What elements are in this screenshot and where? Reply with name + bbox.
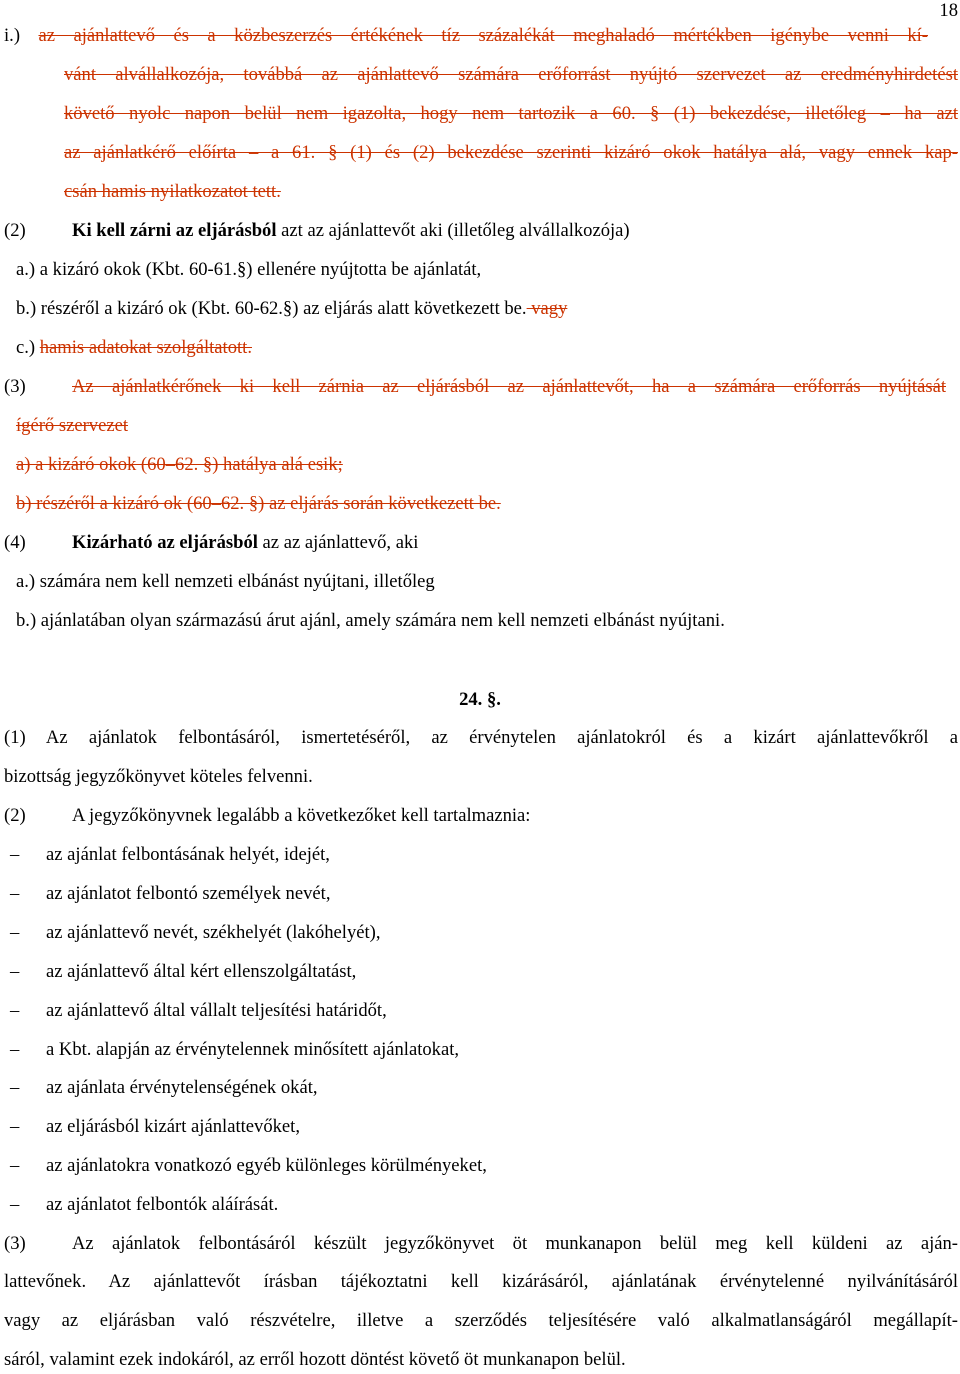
list-item-text: az eljárásból kizárt ajánlattevőket, [46,1116,300,1138]
para-3-line-3 [16,453,960,477]
s24-para-2-number: (2) [4,805,26,826]
list-item [10,960,960,984]
item-i-deleted-text-3: követő nyolc napon belül nem igazolta, hogy nem tartozik a 60. § (1) bekezdése, illetőleg – ha azt [64,103,958,124]
para-2-number: (2) [4,220,26,241]
s24-para-3-number: (3) [4,1233,26,1254]
s24-para-3-line-1 [4,1232,958,1256]
para-3-line-4 [16,492,960,516]
s24-para-1-line-1: (1) Az ajánlatok felbontásáról, ismertetéséről, az érvénytelen ajánlatokról és a kizárt ajánlattevőkről a [4,727,958,748]
list-item-text: az ajánlat felbontásának helyét, idejét, [46,844,330,865]
para-2-item-c-label: c.) [16,337,40,358]
dash-bullet: – [10,1038,20,1060]
item-i-deleted-text-2: vánt alvállalkozója, továbbá az ajánlattevő számára erőforrást nyújtó szervezet az eredményhirdetést [64,64,958,85]
dash-bullet: – [10,1077,20,1099]
s24-para-2-text: A jegyzőkönyvnek legalább a következőket kell tartalmaznia: [72,805,531,826]
para-4-heading [4,531,960,555]
para-3-deleted-text-4: b) részéről a kizáró ok (60–62. §) az eljárás során következett be. [16,493,501,514]
list-item-text: az ajánlatot felbontók aláírását. [46,1194,279,1216]
s24-para-3-line-2: lattevőnek. Az ajánlattevőt írásban tájékoztatni kell kizárásáról, ajánlatának érvénytelenné nyilvánításáról [4,1271,958,1292]
dash-bullet: – [10,882,20,904]
list-item [10,1038,960,1062]
list-item [10,1076,960,1100]
item-i-line-4 [64,141,958,165]
list-item-text: a Kbt. alapján az érvénytelennek minősített ajánlatokat, [46,1038,460,1060]
list-item [10,1115,960,1139]
para-3-line-1 [4,375,946,399]
para-2-bold: Ki kell zárni az eljárásból [72,220,277,241]
para-2-heading [4,219,960,243]
para-3-deleted-text-2: ígérő szervezet [16,415,129,436]
para-2-item-b [16,297,960,321]
dash-bullet: – [10,921,20,943]
list-item [10,921,960,945]
list-item [10,843,960,867]
para-3-number: (3) [4,376,26,397]
para-3-line-2 [16,414,960,438]
item-i-label: i.) [4,25,21,46]
list-item [10,882,960,906]
dash-bullet: – [10,1155,20,1177]
para-2-item-c-deleted: hamis adatokat szolgáltatott. [39,337,252,358]
para-4-item-a: a.) számára nem kell nemzeti elbánást nyújtani, illetőleg [16,571,435,592]
list-item-text: az ajánlattevő nevét, székhelyét (lakóhelyét), [46,921,381,943]
item-i-deleted-text-4: az ajánlatkérő előírta – a 61. § (1) és (2) bekezdése szerinti kizáró okok hatálya alá, vagy ennek kap- [64,142,958,163]
dash-bullet: – [10,1116,20,1138]
para-3-deleted-text-1: Az ajánlatkérőnek ki kell zárnia az eljárásból az ajánlattevőt, ha a számára erőforrás nyújtását [72,376,946,397]
dash-bullet: – [10,960,20,982]
item-i-line-5 [64,180,960,204]
s24-para-1-line-2: bizottság jegyzőkönyvet köteles felvenni. [4,766,313,787]
list-item [10,1193,960,1217]
list-item [10,1154,960,1178]
s24-para-3-line-4: sáról, valamint ezek indokáról, az erről hozott döntést követő öt munkanapon belül. [4,1349,626,1370]
para-4-number: (4) [4,532,26,553]
list-item-text: az ajánlatokra vonatkozó egyéb különleges körülményeket, [46,1155,487,1177]
list-item-text: az ajánlatot felbontó személyek nevét, [46,882,331,904]
s24-para-3-line-3: vagy az eljárásban való részvételre, illetve a szerződés teljesítésére való alkalmatlanságáról megállapít- [4,1310,958,1331]
list-item-text: az ajánlattevő által vállalt teljesítési határidőt, [46,999,387,1021]
para-2-item-a: a.) a kizáró okok (Kbt. 60-61.§) ellenére nyújtotta be ajánlatát, [16,259,482,280]
section-heading: 24. §. [459,689,501,710]
para-3-deleted-text-3: a) a kizáró okok (60–62. §) hatálya alá esik; [16,454,343,475]
dash-bullet: – [10,999,20,1021]
list-item [10,999,960,1023]
para-2-item-b-text: b.) részéről a kizáró ok (Kbt. 60-62.§) az eljárás alatt következett be. [16,298,527,319]
para-2-item-c [16,336,960,360]
para-2-text: azt az ajánlattevőt aki (illetőleg alvállalkozója) [276,220,630,241]
dash-bullet: – [10,1194,20,1216]
item-i-line-1 [0,24,928,48]
list-item-text: az ajánlata érvénytelenségének okát, [46,1077,318,1099]
s24-para-3-text-1: Az ajánlatok felbontásáról készült jegyzőkönyvet öt munkanapon belül meg kell küldeni az aján- [72,1233,958,1254]
list-item-text: az ajánlattevő által kért ellenszolgáltatást, [46,960,357,982]
para-4-bold: Kizárható az eljárásból [72,532,258,553]
para-2-item-b-deleted: vagy [526,298,568,319]
item-i-deleted-text-5: csán hamis nyilatkozatot tett. [64,181,281,202]
para-4-item-b: b.) ajánlatában olyan származású árut ajánl, amely számára nem kell nemzeti elbánást nyújtani. [16,610,725,631]
item-i-deleted-text-1: az ajánlattevő és a közbeszerzés értékének tíz százalékát meghaladó mértékben igénybe venni kí- [38,25,928,46]
para-4-text: az az ajánlattevő, aki [257,532,419,553]
item-i-line-2 [64,63,958,87]
dash-bullet: – [10,844,20,865]
page-number: 18 [939,0,958,21]
item-i-line-3 [64,102,958,126]
s24-para-2 [4,804,960,828]
